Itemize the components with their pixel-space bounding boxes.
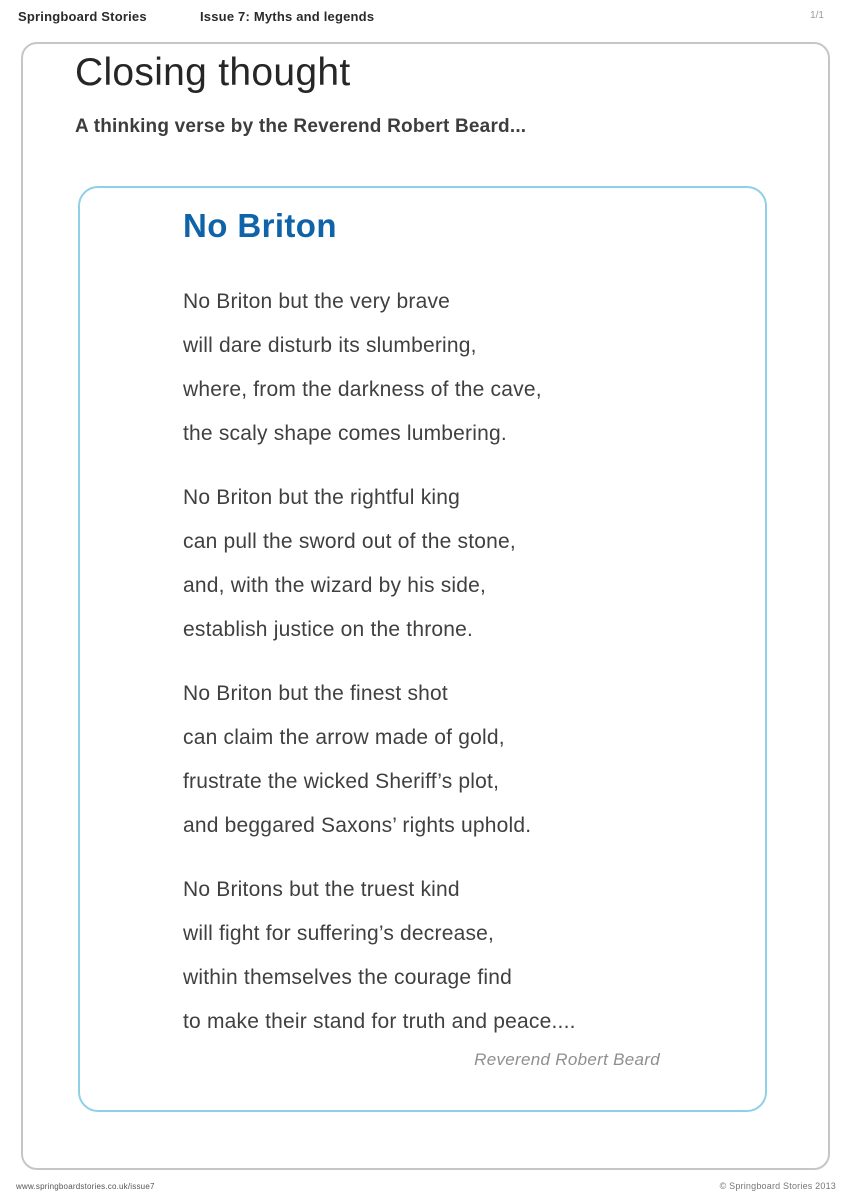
stanza-2 bbox=[183, 476, 703, 652]
poem-line: and, with the wizard by his side, bbox=[183, 574, 487, 597]
poem-line: No Briton but the finest shot bbox=[183, 682, 448, 705]
poem-line: where, from the darkness of the cave, bbox=[183, 378, 542, 401]
poem-line: can pull the sword out of the stone, bbox=[183, 530, 516, 553]
page-title: Closing thought bbox=[75, 51, 351, 94]
poem-stanzas bbox=[183, 280, 703, 1064]
poem-line: establish justice on the throne. bbox=[183, 618, 474, 641]
page-subtitle: A thinking verse by the Reverend Robert Beard... bbox=[75, 116, 527, 137]
poem-line: to make their stand for truth and peace.... bbox=[183, 1010, 576, 1033]
poem-line: No Briton but the rightful king bbox=[183, 486, 461, 509]
footer-copyright: © Springboard Stories 2013 bbox=[719, 1181, 836, 1191]
poem-line: No Britons but the truest kind bbox=[183, 878, 460, 901]
poem-line: will fight for suffering’s decrease, bbox=[183, 922, 495, 945]
poem-attribution: Reverend Robert Beard bbox=[474, 1050, 660, 1069]
poem-title: No Briton bbox=[183, 207, 337, 244]
poem-line: can claim the arrow made of gold, bbox=[183, 726, 505, 749]
stanza-1 bbox=[183, 280, 703, 456]
poem-line: frustrate the wicked Sheriff’s plot, bbox=[183, 770, 500, 793]
footer-url: www.springboardstories.co.uk/issue7 bbox=[16, 1182, 155, 1191]
poem-line: the scaly shape comes lumbering. bbox=[183, 422, 507, 445]
issue-title: Issue 7: Myths and legends bbox=[200, 9, 375, 24]
poem-line: within themselves the courage find bbox=[183, 966, 512, 989]
poem-line: No Briton but the very brave bbox=[183, 290, 451, 313]
stanza-4 bbox=[183, 868, 703, 1044]
poem-line: will dare disturb its slumbering, bbox=[183, 334, 477, 357]
stanza-3 bbox=[183, 672, 703, 848]
brand-name: Springboard Stories bbox=[18, 9, 147, 24]
page-indicator: 1/1 bbox=[810, 10, 824, 21]
poem-line: and beggared Saxons’ rights uphold. bbox=[183, 814, 532, 837]
page-header bbox=[0, 0, 850, 32]
